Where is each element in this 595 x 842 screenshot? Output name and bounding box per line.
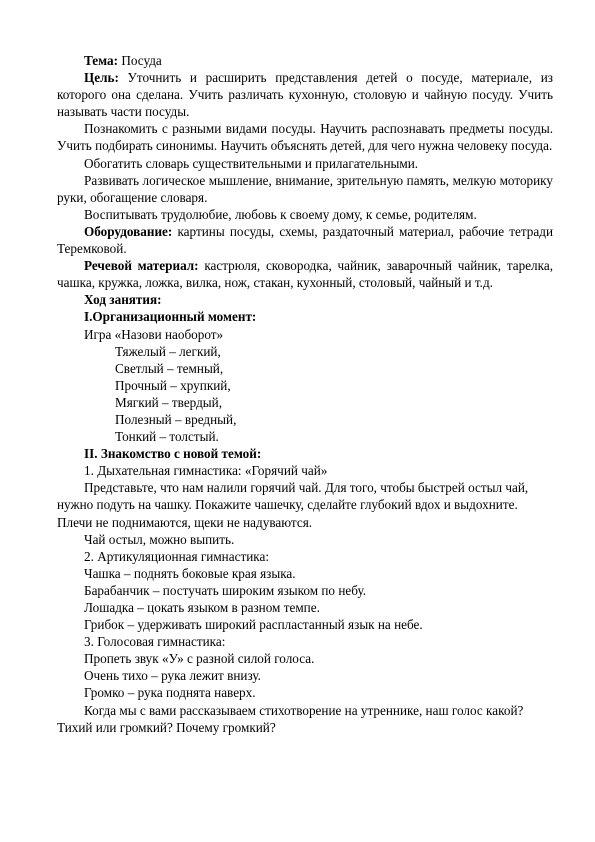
topic-value: Посуда — [118, 53, 162, 68]
articulation-item: Чашка – поднять боковые края языка. — [84, 565, 296, 581]
speech-material-paragraph — [57, 257, 553, 291]
section1-heading: I.Организационный момент: — [84, 309, 257, 325]
goal-label: Цель: — [84, 70, 119, 86]
goal-paragraph-4: Развивать логическое мышление, внимание, зрительную память, мелкую моторику руки, обогащение словаря. — [57, 172, 553, 205]
goal-paragraph — [57, 69, 553, 120]
goal-text: Уточнить и расширить представления детей о посуде, материале, из которого она сделана. Учить различать кухонную, столовую и чайную посуду. Учить называть части посуды. — [57, 70, 553, 120]
opposite-line: Тонкий – толстый. — [115, 429, 219, 445]
opposites-list — [57, 343, 553, 446]
goal-paragraph-3: Обогатить словарь существительными и прилагательными. — [84, 155, 419, 171]
breathing-text: Представьте, что нам налили горячий чай. Для того, чтобы быстрей остыл чай, нужно подуть на чашку. Покажите чашечку, сделайте глубокий вдох и выдохните. Плечи не поднимаются, щеки не надуваются. — [57, 480, 529, 530]
question-paragraph: Когда мы с вами рассказываем стихотворение на утреннике, наш голос какой? Тихий или громкий? Почему громкий? — [57, 702, 524, 735]
goal-paragraph-5: Воспитывать трудолюбие, любовь к своему дому, к семье, родителям. — [84, 206, 477, 222]
course-heading: Ход занятия: — [84, 292, 162, 308]
topic-label: Тема: — [84, 53, 119, 68]
opposite-line: Прочный – хрупкий, — [115, 377, 231, 393]
voice-item: Очень тихо – рука лежит внизу. — [84, 668, 261, 684]
articulation-item: Грибок – удерживать широкий распластанный язык на небе. — [84, 617, 423, 633]
articulation-title: 2. Артикуляционная гимнастика: — [84, 548, 269, 564]
equipment-label: Оборудование: — [84, 223, 173, 239]
voice-title: 3. Голосовая гимнастика: — [84, 634, 226, 650]
articulation-item: Лошадка – цокать языком в разном темпе. — [84, 600, 320, 615]
opposite-line: Светлый – темный, — [115, 360, 224, 376]
opposite-line: Полезный – вредный, — [115, 411, 237, 427]
opposite-line: Тяжелый – легкий, — [115, 343, 221, 359]
speech-material-label: Речевой материал: — [84, 258, 199, 274]
tea-cooled-line: Чай остыл, можно выпить. — [84, 531, 235, 547]
breathing-title: 1. Дыхательная гимнастика: «Горячий чай» — [84, 463, 328, 479]
opposite-line: Мягкий – твердый, — [115, 394, 223, 410]
equipment-paragraph — [57, 223, 553, 257]
lesson-plan — [57, 52, 553, 736]
section2-heading: II. Знакомство с новой темой: — [84, 446, 262, 462]
game-title: Игра «Назови наоборот» — [84, 326, 224, 342]
voice-item: Пропеть звук «У» с разной силой голоса. — [84, 651, 315, 667]
equipment-text: картины посуды, схемы, раздаточный материал, рабочие тетради Теремковой. — [57, 223, 553, 257]
speech-material-text: кастрюля, сковородка, чайник, заварочный чайник, тарелка, чашка, кружка, ложка, вилка, нож, стакан, кухонный, столовый, чайный и т.д. — [57, 258, 553, 291]
voice-item: Громко – рука поднята наверх. — [84, 685, 256, 701]
goal-paragraph-2: Познакомить с разными видами посуды. Научить распознавать предметы посуды. Учить подбирать синонимы. Научить объяснять детей, для чего нужна человеку посуда. — [57, 121, 553, 154]
articulation-item: Барабанчик – постучать широким языком по небу. — [84, 582, 367, 598]
topic-line — [57, 52, 553, 69]
